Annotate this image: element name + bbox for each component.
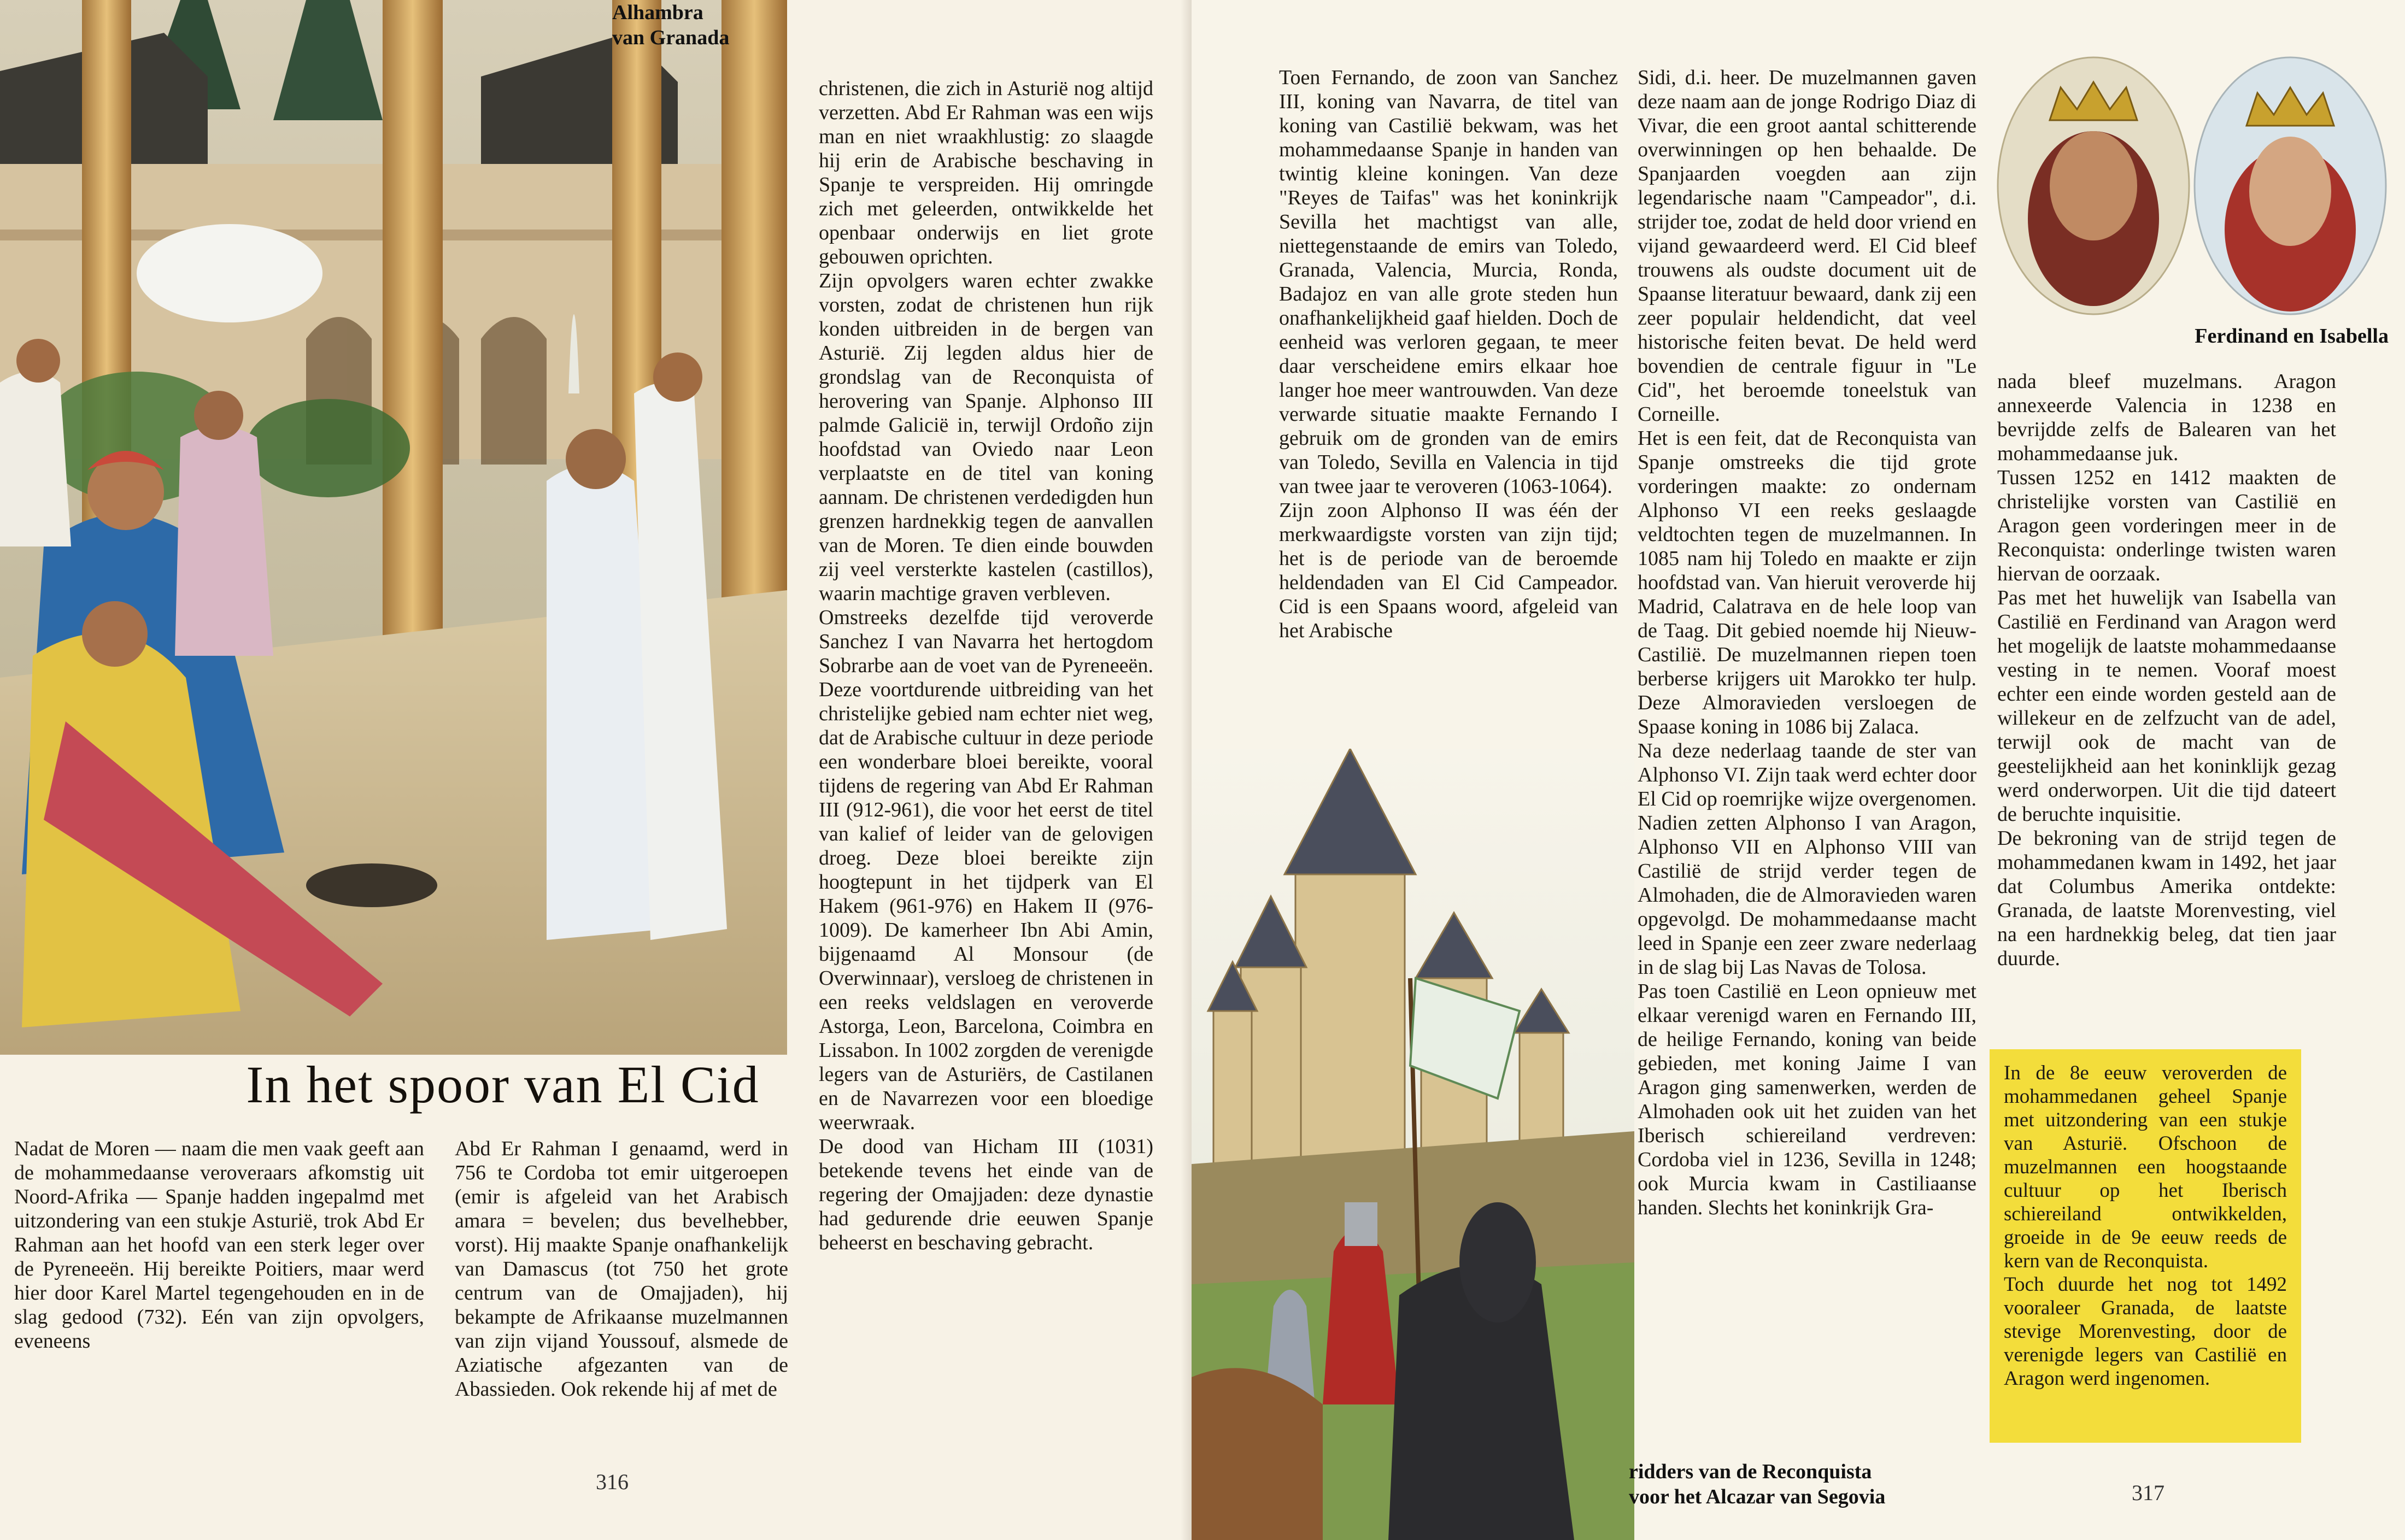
paragraph: Sidi, d.i. heer. De muzelmannen gaven deze naam aan de jonge Rodrigo Diaz di Vivar, die een groot aantal schitterende overwinningen op hen behaalde. De Spanjaarden voegden aan zijn legendarische naam "Campeador", d.i. strijder toe, zodat de held door vriend en vijand gewaardeerd werd. El Cid bleef trouwens als oudste document uit de Spaanse literatuur bewaard, dank zij een zeer populair heldendicht, dat veel historische feiten bevat. De held werd bovendien de centrale figuur in "Le Cid", het beroemde toneelstuk van Corneille. [1638,66,1976,426]
paragraph: Pas toen Castilië en Leon opnieuw met elkaar verenigd waren en Fernando III, de heilige Fernando, koning van beide gebieden, met koning Jaime I van Aragon ging samenwerken, werden de Almohaden ook uit het zuiden van het Iberisch schiereiland verdreven: Cordoba viel in 1236, Sevilla in 1248; ook Murcia kwam in Castiliaanse handen. Slechts het koninkrijk Gra- [1638,980,1976,1219]
alhambra-caption-line2: van Granada [612,26,730,49]
alhambra-caption [612,0,793,50]
paragraph: Pas met het huwelijk van Isabella van Castilië en Ferdinand van Aragon werd het mogelijk de laatste mohammedaanse vesting in te nemen. Vooraf moest echter een einde worden gesteld aan de willekeur en de zelfzucht van de adel, terwijl ook de macht van de geestelijkheid aan het koninklijk gezag werd onderworpen. Uit die tijd dateert de beruchte inquisitie. [1997,586,2336,826]
castle-knights-illustration [1192,749,1634,1540]
right-col-2 [1638,66,1976,1220]
left-page [0,0,1192,1540]
paragraph: Zijn zoon Alphonso II was één der merkwaardigste vorsten van zijn tijd; het is de periode van de beroemde heldendaden van El Cid Campeador. Cid is een Spaans woord, afgeleid van het Arabische [1279,499,1618,642]
paragraph: Toen Fernando, de zoon van Sanchez III, koning van Navarra, de titel van koning van Castilië bekwam, was het mohammedaanse Spanje in handen van twintig kleine koningen. Van deze "Reyes de Taifas" was het koninkrijk Sevilla het machtigst van alle, niettegenstaande de emirs van Toledo, Granada, Valencia, Murcia, Ronda, Badajoz en van alle grote steden hun onafhankelijkheid gaaf hielden. Doch de eenheid was verloren gegaan, te meer daar verscheidene emirs elkaar hoe langer hoe meer wantrouwden. Van deze verwarde situatie maakte Fernando I gebruik om de gronden van de emirs van Toledo, Sevilla en Valencia in tijd van twee jaar te veroveren (1063-1064). [1279,66,1618,498]
summary-paragraph: Toch duurde het nog tot 1492 vooraleer Granada, de laatste stevige Morenvesting, door de verenigde legers van Castilië en Aragon werd ingenomen. [2004,1273,2287,1390]
page-number-right: 317 [2132,1480,2164,1505]
page-title: In het spoor van El Cid [246,1055,760,1114]
paragraph: Het is een feit, dat de Reconquista van Spanje omstreeks die tijd grote vorderingen maakte: zo ondernam Alphonso VI een reeks geslaagde veldtochten tegen de muzelmannen. In 1085 nam hij Toledo en maakte er zijn hoofdstad van. Van hieruit veroverde hij Madrid, Calatrava en de hele loop van de Taag. Dit gebied noemde hij Nieuw-Castilië. De muzelmannen riepen toen berberse krijgers uit Marokko ter hulp. Deze Almoravieden versloegen de Spaase koning in 1086 bij Zalaca. [1638,427,1976,738]
right-page [1192,0,2405,1540]
portrait-caption: Ferdinand en Isabella [2195,325,2389,348]
castle-caption [1629,1459,2011,1509]
alhambra-illustration [0,0,787,1055]
paragraph: De dood van Hicham III (1031) betekende tevens het einde van de regering der Omajjaden: deze dynastie had gedurende drie eeuwen Spanje beheerst en beschaving gebracht. [819,1135,1153,1254]
paragraph: Omstreeks dezelfde tijd veroverde Sanchez I van Navarra het hertogdom Sobrarbe aan de voet van de Pyreneeën. Deze voortdurende uitbreiding van het christelijke gebied nam echter niet weg, dat de Arabische cultuur in deze periode een wonderbare bloei bereikte, vooral tijdens de regering van Abd Er Rahman III (912-961), die voor het eerst de titel van kalief of leider van de gelovigen droeg. Deze bloei bereikte zijn hoogtepunt in het tijdperk van El Hakem (961-976) en Hakem II (976-1009). De kamerheer Ibn Abi Amin, bijgenaamd Al Monsour (de Overwinnaar), versloeg de christenen in een reeks veldslagen en veroverde Astorga, Leon, Barcelona, Coimbra en Lissabon. In 1002 zorgden de verenigde legers van de Asturiërs, de Castilanen en de Navarrezen voor een bloedige weerwraak. [819,606,1153,1134]
paragraph: De bekroning van de strijd tegen de mohammedanen kwam in 1492, het jaar dat Columbus Amerika ontdekte: Granada, de laatste Morenvesting, viel na een hardnekkig beleg, dat tien jaar duurde. [1997,827,2336,970]
castle-caption-line2: voor het Alcazar van Segovia [1629,1485,1886,1508]
paragraph: christenen, die zich in Asturië nog altijd verzetten. Abd Er Rahman was een wijs man en niet wraakhlustig: zo slaagde hij erin de Arabische beschaving in Spanje te verspreiden. Hij omringde zich met geleerden, ontwikkelde het openbaar onderwijs en liet grote gebouwen oprichten. [819,77,1153,268]
paragraph: Abd Er Rahman I genaamd, werd in 756 te Cordoba tot emir uitgeroepen (emir is afgeleid van het Arabisch amara = bevelen; dus bevelhebber, vorst). Hij maakte Spanje onafhankelijk van Damascus (tot 750 het grote centrum van de Omajjaden), hij bekampte de Afrikaanse muzelmannen van zijn vijand Youssouf, alsmede de Aziatische afgezanten van de Abassieden. Ook rekende hij af met de [455,1137,788,1401]
paragraph: Na deze nederlaag taande de ster van Alphonso VI. Zijn taak werd echter door El Cid op roemrijke wijze overgenomen. Nadien zetten Alphonso I van Aragon, Alphonso VII en Alphonso VIII van Castilië de strijd verder tegen de Almohaden, die de Almoravieden waren opgevolgd. De mohammedaanse macht leed in Spanje een zeer zware nederlaag in de slag bij Las Navas de Tolosa. [1638,739,1976,979]
left-col-3 [819,77,1153,1255]
alhambra-caption-line1: Alhambra [612,1,703,24]
right-col-1 [1279,66,1618,643]
right-col-3 [1997,369,2336,971]
paragraph: Zijn opvolgers waren echter zwakke vorsten, zodat de christenen hun rijk konden uitbreiden in de bergen van Asturië. Zij legden aldus hier de grondslag van de Reconquista of herovering van Spanje. Alphonso III palmde Galicië in, terwijl Ordoño zijn hoofdstad van Oviedo naar Leon verplaatste en de titel van koning aannam. De christenen verdedigden hun grenzen hardnekkig tegen de aanvallen van de Moren. Te dien einde bouwden zij veel versterkte kastelen (castillos), waarin machtige graven verbleven. [819,269,1153,605]
paragraph: Tussen 1252 en 1412 maakten de christelijke vorsten van Castilië en Aragon geen vorderingen meer in de Reconquista: onderlinge twisten waren hiervan de oorzaak. [1997,466,2336,585]
left-col-2 [455,1137,788,1401]
castle-caption-line1: ridders van de Reconquista [1629,1460,1872,1483]
summary-paragraph: In de 8e eeuw veroverden de mohammedanen geheel Spanje met uitzondering van een stukje van Asturië. Ofschoon de muzelmannen een hoogstaande cultuur op het Iberisch schiereiland ontwikkelden, groeide in de 9e eeuw reeds de kern van de Reconquista. [2004,1062,2287,1272]
page-number-left: 316 [596,1470,629,1494]
left-col-1 [14,1137,424,1353]
paragraph: nada bleef muzelmans. Aragon annexeerde Valencia in 1238 en bevrijdde zelfs de Balearen van het mohammedaanse juk. [1997,370,2336,465]
summary-box [1990,1049,2301,1443]
portraits-illustration [1995,55,2389,317]
paragraph: Nadat de Moren — naam die men vaak geeft aan de mohammedaanse veroveraars afkomstig uit Noord-Afrika — Spanje hadden ingepalmd met uitzondering van een stukje Asturië, trok Abd Er Rahman aan het hoofd van een sterk leger over de Pyreneeën. Hij bereikte Poitiers, maar werd hier door Karel Martel tegengehouden en in de slag gedood (732). Eén van zijn opvolgers, eveneens [14,1137,424,1353]
